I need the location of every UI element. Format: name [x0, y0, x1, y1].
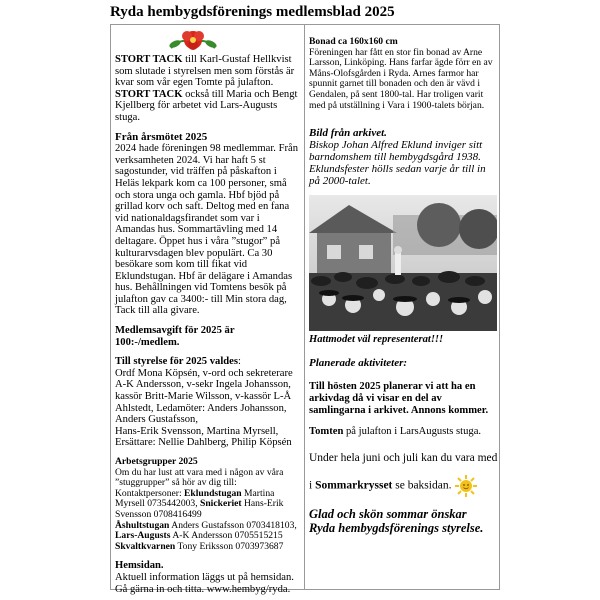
red-flower-icon [163, 28, 223, 54]
website-text: Aktuell information läggs ut på hemsidan. Gå gärna in och titta. www.hembyg/ryda. [115, 571, 294, 595]
membership-fee: Medlemsavgift för 2025 är 100:-/medlem. [115, 325, 235, 348]
right-column [309, 37, 499, 535]
work-groups-heading: Arbetsgrupper 2025 [115, 456, 198, 467]
group-ashultstugan: Åshultstugan Anders Gustafsson 0703418103, [115, 519, 297, 531]
column-divider [304, 24, 305, 590]
photo-caption: Hattmodet väl representerat!!! [309, 334, 444, 346]
work-groups-text: Om du har lust att vara med i någon av våra ”stuggrupper” så hör av dig till: Kontaktpersoner: Eklundstugan Martina Myrsell 0735442003, Snickeriet Hans-Erik Svensson 0708416499 [115, 466, 284, 520]
sun-icon [455, 475, 477, 497]
group-skvaltkvarnen: Skvaltkvarnen Tony Eriksson 0703973687 [115, 540, 284, 552]
tapestry-section [309, 37, 499, 111]
archive-text: Biskop Johan Alfred Eklund inviger sitt barndomshem till hembygdsgård 1938. Eklundsfester hölls sedan varje år till in på 2000-talet. [309, 139, 486, 188]
board-text: Ordf Mona Köpsén, v-ord och sekreterare A-K Andersson, v-sekr Ingela Johansson, kassör Britt-Marie Wilsson, v-kassör L-Å Ahlstedt, Ledamöter: Anders Johansson, Anders Gustafsson, [115, 367, 293, 426]
tomten-text: Tomten på julafton i LarsAugusts stuga. [309, 426, 482, 438]
tapestry-heading: Bonad ca 160x160 cm [309, 36, 398, 47]
krysset-text: i Sommarkrysset se baksidan. [309, 475, 499, 497]
board-heading: Till styrelse för 2025 valdes: [115, 356, 241, 368]
group-lars-augusts: Lars-Augusts A-K Andersson 0705515215 [115, 530, 283, 542]
planned-text: Till hösten 2025 planerar vi att ha en arkivdag då vi visar en del av samlingarna i arkivet. Annons kommer. [309, 381, 489, 416]
left-column [115, 28, 301, 595]
thanks-paragraph-1: STORT TACK till Karl-Gustaf Hellkvist som slutade i styrelsen men som förstås är kvar som vår egen Tomte på julafton. [115, 54, 295, 89]
planned-heading: Planerade aktiviteter: [309, 356, 408, 369]
board-text-2: Hans-Erik Svensson, Martina Myrsell, [115, 425, 279, 437]
work-groups [115, 457, 301, 552]
board-text-3: Ersättare: Nellie Dahlberg, Philip Köpsén [115, 437, 292, 449]
archive-section [309, 127, 499, 187]
tapestry-text: Föreningen har fått en stor fin bonad av Arne Larsson, Linköping. Hans farfar ägde förr en av Måns-Olofsgården i Ryda. Arnes farmor har spunnit garnet till bonaden och den är vävd i Gendalen, på sent 1800-tal. Har troligen varit med på utställning i Vara i 1900-talets början. [309, 46, 493, 111]
thanks-paragraph-2: STORT TACK också till Maria och Bengt Kjellberg för arbetet vid Lars-Augusts stuga. [115, 88, 298, 123]
annual-meeting-text: 2024 hade föreningen 98 medlemmar. Från verksamheten 2024. Vi har haft 5 st sagostunder, vid träffen på påskafton i Heläs lekpark kom ca 100 personer, små och stora unga och gamla. Hbf bjöd på grillad korv och saft. Deltog med en fana vid nationaldagsfirandet som var i Amandas hus. Sommartävling med 14 deltagare. Öppet hus i våra ”stugor” på kulturarvsdagen blev populärt. Ca 30 besökare som kom till fikat vid Eklundstugan. Hbf är delägare i Amandas hus. Behållningen vid Tomtens besök på julafton gav ca 3400:- till Min stora dag, Tack till alla givare. [115, 143, 298, 317]
annual-meeting-heading: Från årsmötet 2025 [115, 130, 208, 143]
summer-text: Under hela juni och juli kan du vara med [309, 451, 498, 464]
closing-line-1: Glad och skön sommar önskar [309, 506, 467, 521]
closing-line-2: Ryda hembygdsförenings styrelse. [309, 520, 484, 535]
website-heading: Hemsidan. [115, 560, 164, 572]
page-title: Ryda hembygdsförenings medlemsblad 2025 [110, 4, 395, 20]
archive-photo [309, 195, 497, 331]
archive-heading: Bild från arkivet. [309, 127, 387, 140]
